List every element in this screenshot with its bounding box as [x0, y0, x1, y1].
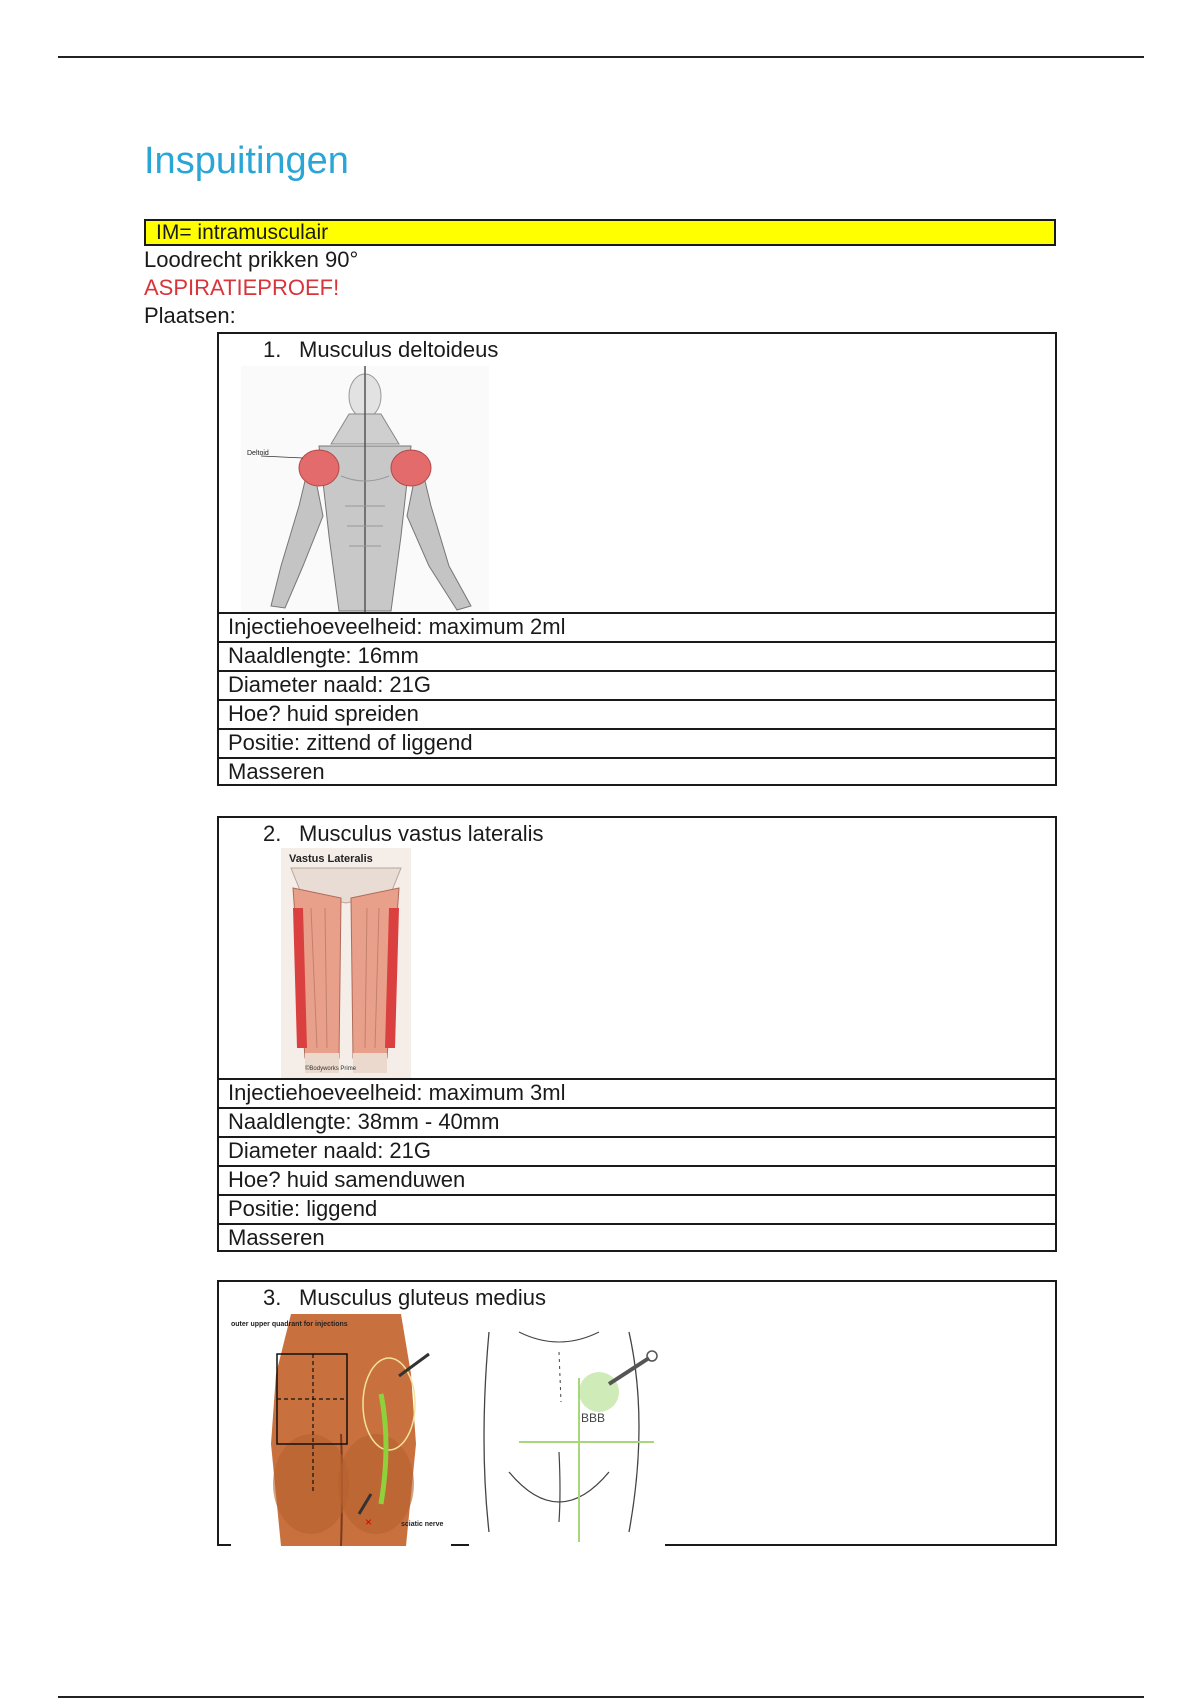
deltoid-label: Deltoid	[247, 450, 269, 457]
locations-label: Plaatsen:	[144, 303, 236, 328]
detail-row: Hoe? huid samenduwen	[217, 1165, 1057, 1194]
bbb-label: BBB	[581, 1411, 606, 1425]
quadrant-label: outer upper quadrant for injections	[231, 1321, 348, 1328]
section-2-details	[217, 1078, 1057, 1252]
deltoid-left-highlight	[299, 450, 339, 486]
section-number: 1.	[263, 337, 282, 362]
section-title: Musculus deltoideus	[299, 337, 499, 362]
aspiration-warning: ASPIRATIEPROEF!	[144, 275, 340, 300]
detail-row: Naaldlengte: 16mm	[217, 641, 1057, 670]
section-heading	[263, 1284, 546, 1312]
sciatic-label: sciatic nerve	[401, 1521, 444, 1528]
detail-row: Hoe? huid spreiden	[217, 699, 1057, 728]
image-credit: ©Bodyworks Prime	[305, 1066, 357, 1072]
detail-row: Positie: zittend of liggend	[217, 728, 1057, 757]
deltoid-anatomy-figure	[241, 366, 489, 614]
detail-row: Injectiehoeveelheid: maximum 2ml	[217, 612, 1057, 641]
section-title: Musculus vastus lateralis	[299, 821, 544, 846]
section-heading	[263, 336, 498, 364]
vastus-lateralis-anatomy-figure	[281, 848, 411, 1078]
section-vastus-lateralis	[217, 816, 1057, 1080]
im-highlight-box: IM= intramusculair	[144, 219, 1056, 246]
svg-text:×: ×	[365, 1515, 373, 1529]
detail-row: Masseren	[217, 1223, 1057, 1252]
detail-row: Diameter naald: 21G	[217, 670, 1057, 699]
section-number: 2.	[263, 821, 282, 846]
section-gluteus-medius	[217, 1280, 1057, 1546]
detail-row: Injectiehoeveelheid: maximum 3ml	[217, 1078, 1057, 1107]
page-title: Inspuitingen	[144, 140, 349, 182]
detail-row: Naaldlengte: 38mm - 40mm	[217, 1107, 1057, 1136]
detail-row: Positie: liggend	[217, 1194, 1057, 1223]
section-number: 3.	[263, 1285, 282, 1310]
header-rule	[58, 56, 1144, 58]
instruction-perpendicular: Loodrecht prikken 90°	[144, 247, 359, 272]
deltoid-right-highlight	[391, 450, 431, 486]
section-heading	[263, 820, 544, 848]
detail-row: Masseren	[217, 757, 1057, 786]
gluteal-injection-sketch-figure	[469, 1322, 665, 1546]
section-1-details	[217, 612, 1057, 786]
gluteal-injection-photo-figure	[231, 1314, 451, 1546]
footer-rule	[58, 1696, 1144, 1698]
vastus-label: Vastus Lateralis	[289, 853, 373, 865]
section-deltoideus	[217, 332, 1057, 614]
section-title: Musculus gluteus medius	[299, 1285, 547, 1310]
detail-row: Diameter naald: 21G	[217, 1136, 1057, 1165]
